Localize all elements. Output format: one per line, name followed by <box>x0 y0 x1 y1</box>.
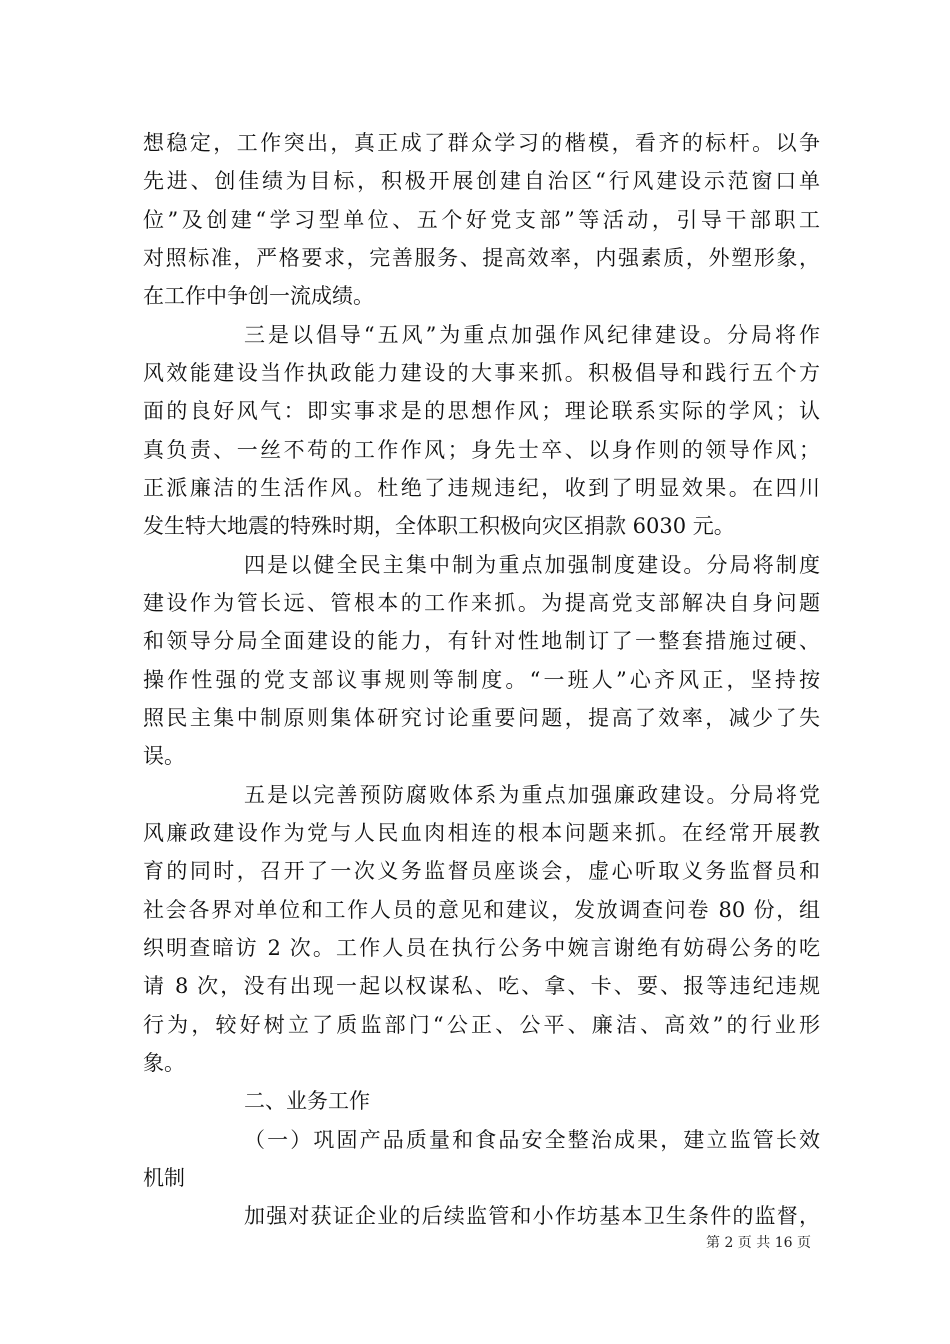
text-line: 正派廉洁的生活作风。杜绝了违规违纪，收到了明显效果。在四川 <box>143 476 820 500</box>
text-line: 行为，较好树立了质监部门“公正、公平、廉洁、高效”的行业形 <box>143 1013 820 1037</box>
text-line: 风廉政建设作为党与人民血肉相连的根本问题来抓。在经常开展教 <box>143 821 820 845</box>
text-line: 和领导分局全面建设的能力，有针对性地制订了一整套措施过硬、 <box>143 629 820 653</box>
text-line: 建设作为管长远、管根本的工作来抓。为提高党支部解决自身问题 <box>143 591 820 615</box>
page-number: 第 2 页 共 16 页 <box>706 1235 811 1251</box>
text-line: 社会各界对单位和工作人员的意见和建议，发放调查问卷 80 份，组 <box>143 898 820 922</box>
text-line: 误。 <box>143 744 185 768</box>
text-line: 象。 <box>143 1051 185 1075</box>
text-line: 对照标准，严格要求，完善服务、提高效率，内强素质，外塑形象， <box>143 246 820 270</box>
paragraph-start-line: 四是以健全民主集中制为重点加强制度建设。分局将制度 <box>244 553 820 577</box>
text-line: 在工作中争创一流成绩。 <box>143 284 374 308</box>
text-line: 织明查暗访 2 次。工作人员在执行公务中婉言谢绝有妨碍公务的吃 <box>143 936 820 960</box>
paragraph-start-line: 三是以倡导“五风”为重点加强作风纪律建设。分局将作 <box>244 323 820 347</box>
text-line: 育的同时，召开了一次义务监督员座谈会，虚心听取义务监督员和 <box>143 859 820 883</box>
text-line: 想稳定，工作突出，真正成了群众学习的楷模，看齐的标杆。以争 <box>143 131 820 155</box>
text-line: 发生特大地震的特殊时期，全体职工积极向灾区捐款 6030 元。 <box>143 514 735 538</box>
text-line: 风效能建设当作执政能力建设的大事来抓。积极倡导和践行五个方 <box>143 361 820 385</box>
text-line: 真负责、一丝不苟的工作作风；身先士卒、以身作则的领导作风； <box>143 438 820 462</box>
text-line: 操作性强的党支部议事规则等制度。“一班人”心齐风正，坚持按 <box>143 668 820 692</box>
text-line: 位”及创建“学习型单位、五个好党支部”等活动，引导干部职工 <box>143 208 820 232</box>
paragraph-start-line: 加强对获证企业的后续监管和小作坊基本卫生条件的监督， <box>244 1204 820 1228</box>
paragraph-start-line: 五是以完善预防腐败体系为重点加强廉政建设。分局将党 <box>244 783 820 807</box>
text-line: 面的良好风气：即实事求是的思想作风；理论联系实际的学风；认 <box>143 399 820 423</box>
subsection-heading: （一）巩固产品质量和食品安全整治成果，建立监管长效 <box>244 1128 820 1152</box>
text-line: 先进、创佳绩为目标，积极开展创建自治区“行风建设示范窗口单 <box>143 169 820 193</box>
subsection-heading-continued: 机制 <box>143 1166 185 1190</box>
text-line: 请 8 次，没有出现一起以权谋私、吃、拿、卡、要、报等违纪违规 <box>143 974 820 998</box>
section-heading: 二、业务工作 <box>244 1089 370 1113</box>
text-line: 照民主集中制原则集体研究讨论重要问题，提高了效率，减少了失 <box>143 706 820 730</box>
